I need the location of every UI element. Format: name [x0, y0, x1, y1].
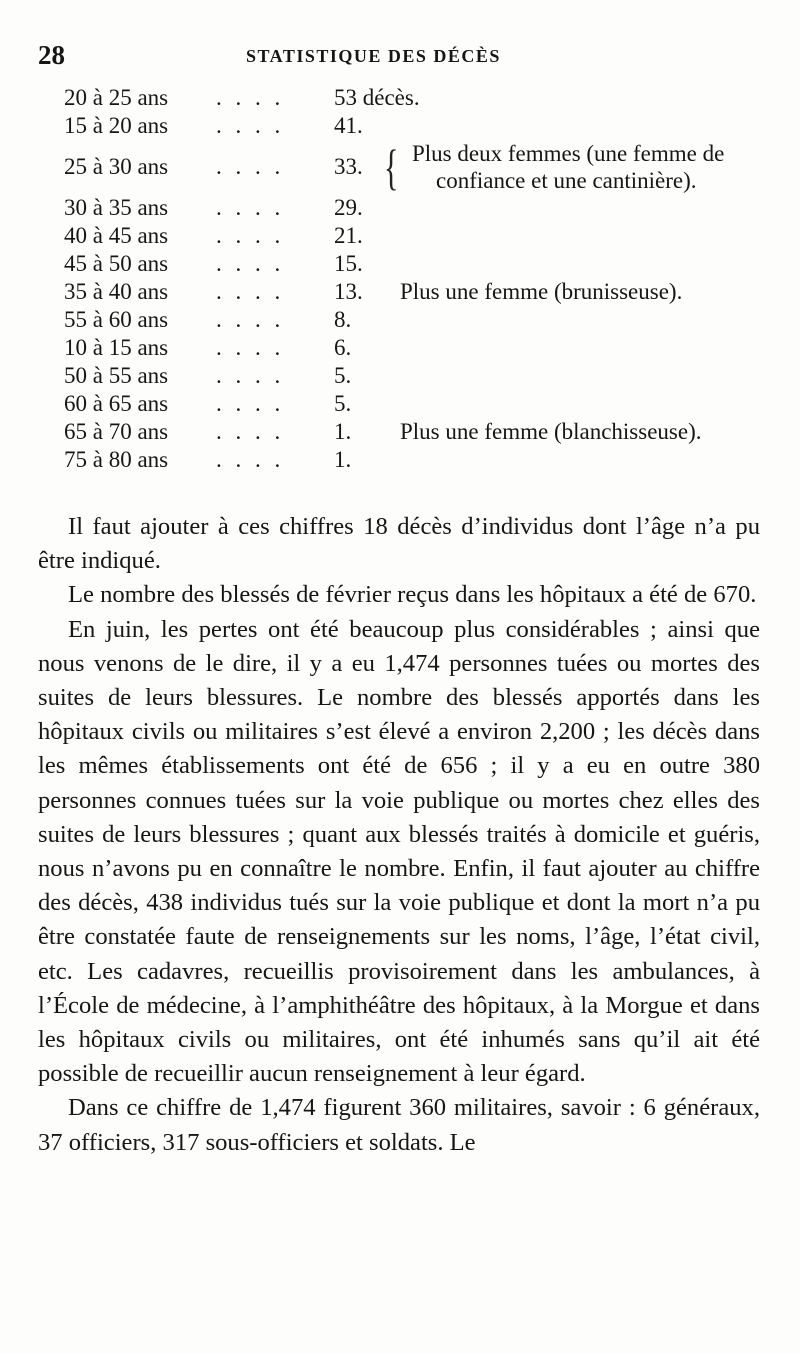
death-count: 5. — [334, 391, 352, 416]
leader-dots: . . . . — [216, 85, 285, 110]
table-row — [0, 334, 800, 362]
table-row — [0, 418, 800, 446]
paragraph: Le nombre des blessés de février reçus dans les hôpitaux a été de 670. — [68, 581, 757, 609]
age-range: 15 à 20 ans — [64, 113, 169, 138]
age-table — [0, 84, 800, 474]
leader-dots: . . . . — [216, 223, 285, 248]
death-count: 13. — [334, 279, 363, 304]
brace-note-line: Plus deux femmes (une femme de — [412, 141, 725, 166]
age-note: Plus une femme (brunisseuse). — [400, 279, 683, 304]
age-range: 55 à 60 ans — [64, 307, 169, 332]
page-header — [38, 40, 758, 76]
age-range: 20 à 25 ans — [64, 85, 169, 110]
leader-dots: . . . . — [216, 447, 285, 472]
death-count: 8. — [334, 307, 352, 332]
age-range: 45 à 50 ans — [64, 251, 169, 276]
leader-dots: . . . . — [216, 195, 285, 220]
leader-dots: . . . . — [216, 251, 285, 276]
age-note: Plus une femme (blanchisseuse). — [400, 419, 702, 444]
death-count: 1. — [334, 419, 352, 444]
leader-dots: . . . . — [216, 419, 285, 444]
death-count: 5. — [334, 363, 352, 388]
table-row — [0, 390, 800, 418]
death-count: 15. — [334, 251, 363, 276]
death-count: 6. — [334, 335, 352, 360]
leader-dots: . . . . — [216, 363, 285, 388]
age-range: 65 à 70 ans — [64, 419, 169, 444]
running-title: STATISTIQUE DES DÉCÈS — [246, 46, 501, 66]
paragraph: En juin, les pertes ont été beaucoup plus considérables ; ainsi que nous venons de le dire, il y a eu 1,474 personnes tuées ou mortes des suites de leurs blessures. Le nombre des blessés apportés dans les hôpitaux civils ou militaires s’est élevé a environ 2,200 ; les décès dans les mêmes établissements ont été de 656 ; il y a eu en outre 380 personnes connues tuées sur la voie publique ou mortes chez elles des suites de leurs blessures ; quant aux blessés traités à domicile et guéris, nous n’avons pu en connaître le nombre. Enfin, il faut ajouter au chiffre des décès, 438 individus tués sur la voie publique et dont la mort n’a pu être constatée faute de renseignements sur les noms, l’âge, l’état civil, etc. Les cadavres, recueillis provisoirement dans les ambulances, à l’École de médecine, à l’amphithéâtre des hôpitaux, à la Morgue et dans les hôpitaux civils ou militaires, ont été inhumés sans qu’il ait été possible de recueillir aucun renseignement à leur égard. — [38, 615, 760, 1088]
brace-note — [384, 140, 724, 194]
table-row — [0, 222, 800, 250]
table-row — [0, 362, 800, 390]
age-range: 35 à 40 ans — [64, 279, 169, 304]
leader-dots: . . . . — [216, 335, 285, 360]
age-range: 30 à 35 ans — [64, 195, 169, 220]
table-row — [0, 278, 800, 306]
curly-brace-icon: { — [384, 139, 399, 195]
age-range: 25 à 30 ans — [64, 154, 169, 179]
paragraph: Il faut ajouter à ces chiffres 18 décès d’individus dont l’âge n’a pu être indiqué. — [38, 513, 760, 575]
age-range: 75 à 80 ans — [64, 447, 169, 472]
death-count: 53 décès. — [334, 85, 420, 110]
paragraph: Dans ce chiffre de 1,474 figurent 360 militaires, savoir : 6 généraux, 37 officiers, 317 sous-officiers et soldats. Le — [38, 1094, 760, 1156]
age-range: 10 à 15 ans — [64, 335, 169, 360]
page-number: 28 — [38, 40, 65, 70]
age-range: 40 à 45 ans — [64, 223, 169, 248]
table-row — [0, 446, 800, 474]
death-count: 33. — [334, 154, 363, 179]
brace-note-line: confiance et une cantinière). — [436, 168, 697, 193]
leader-dots: . . . . — [216, 307, 285, 332]
death-count: 29. — [334, 195, 363, 220]
age-range: 60 à 65 ans — [64, 391, 169, 416]
death-count: 21. — [334, 223, 363, 248]
leader-dots: . . . . — [216, 279, 285, 304]
table-row — [0, 250, 800, 278]
table-row — [0, 112, 800, 140]
death-count: 1. — [334, 447, 352, 472]
leader-dots: . . . . — [216, 113, 285, 138]
table-row — [0, 194, 800, 222]
death-count: 41. — [334, 113, 363, 138]
table-row — [0, 306, 800, 334]
table-row — [0, 84, 800, 112]
age-range: 50 à 55 ans — [64, 363, 169, 388]
table-row — [0, 140, 800, 194]
leader-dots: . . . . — [216, 391, 285, 416]
body-text — [38, 510, 760, 1160]
leader-dots: . . . . — [216, 154, 285, 179]
